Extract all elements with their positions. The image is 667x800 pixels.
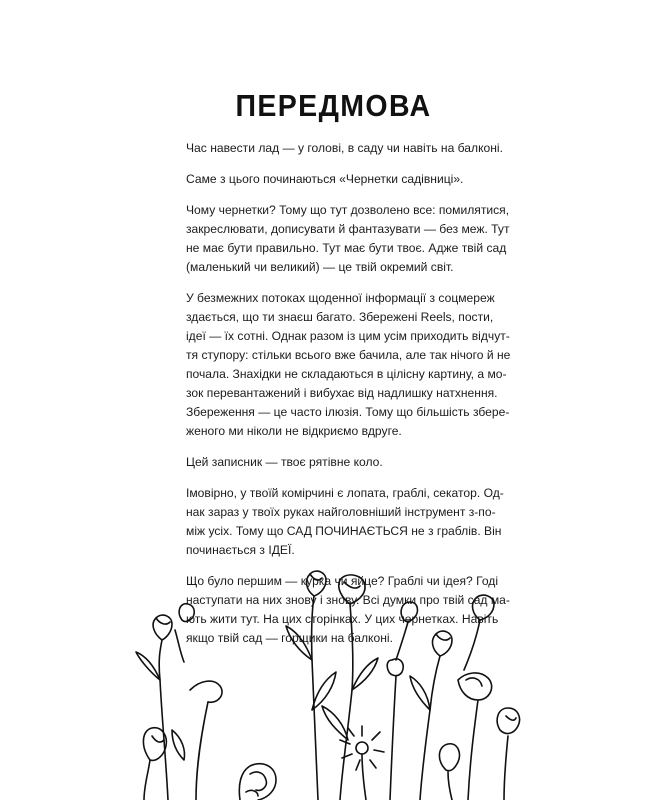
text-line: між усіх. Тому що САД ПОЧИНАЄТЬСЯ не з граблів. Він: [186, 524, 502, 538]
text-line: нак зараз у твоїх руках найголовніший інструмент з-по-: [186, 505, 496, 519]
text-line: Що було першим — курка чи яйце? Граблі чи ідея? Годі: [186, 574, 499, 588]
paragraph: [186, 201, 510, 277]
text-line: Цей записник — твоє рятівне коло.: [186, 455, 383, 469]
text-line: У безмежних потоках щоденної інформації з соцмереж: [186, 291, 495, 305]
text-line: здається, що ти знаєш багато. Збережені Reels, пости,: [186, 310, 494, 324]
paragraph: [186, 170, 492, 189]
text-line: якщо твій сад — горщики на балконі.: [186, 631, 393, 645]
text-line: закреслювати, дописувати й фантазувати — без меж. Тут: [186, 222, 510, 236]
text-line: зок перевантажений і вибухає від надлишку натхнення.: [186, 386, 498, 400]
text-line: ють жити тут. На цих сторінках. У цих чернетках. Навіть: [186, 612, 499, 626]
text-line: наступати на них знову і знову. Всі думки про твій сад ма-: [186, 593, 510, 607]
text-line: Чому чернетки? Тому що тут дозволено все: помилятися,: [186, 203, 510, 217]
text-line: Саме з цього починаються «Чернетки садівниці».: [186, 172, 464, 186]
text-line: почала. Знахідки не складаються в цілісну картину, а мо-: [186, 367, 507, 381]
text-line: Час навести лад — у голові, в саду чи навіть на балконі.: [186, 141, 503, 155]
text-line: Імовірно, у твоїй комірчині є лопата, граблі, секатор. Од-: [186, 486, 504, 500]
paragraph: [186, 453, 492, 472]
page-title: ПЕРЕДМОВА: [235, 88, 432, 123]
text-line: женого ми ніколи не відкриємо вдруге.: [186, 424, 402, 438]
text-line: тя ступору: стільки всього вже бачила, але так нічого й не: [186, 348, 511, 362]
text-line: ідеї — їх сотні. Однак разом із цим усім приходить відчут-: [186, 329, 510, 343]
paragraph: [186, 289, 511, 441]
paragraph: [186, 139, 503, 158]
text-line: не має бути правильно. Тут має бути твоє. Адже твій сад: [186, 241, 507, 255]
paragraph: [186, 484, 504, 560]
text-line: (маленький чи великий) — це твій окремий світ.: [186, 260, 454, 274]
floral-illustration: [0, 560, 667, 800]
text-line: Збереження — це часто ілюзія. Тому що більшість збере-: [186, 405, 510, 419]
text-line: починається з ІДЕЇ.: [186, 543, 295, 557]
